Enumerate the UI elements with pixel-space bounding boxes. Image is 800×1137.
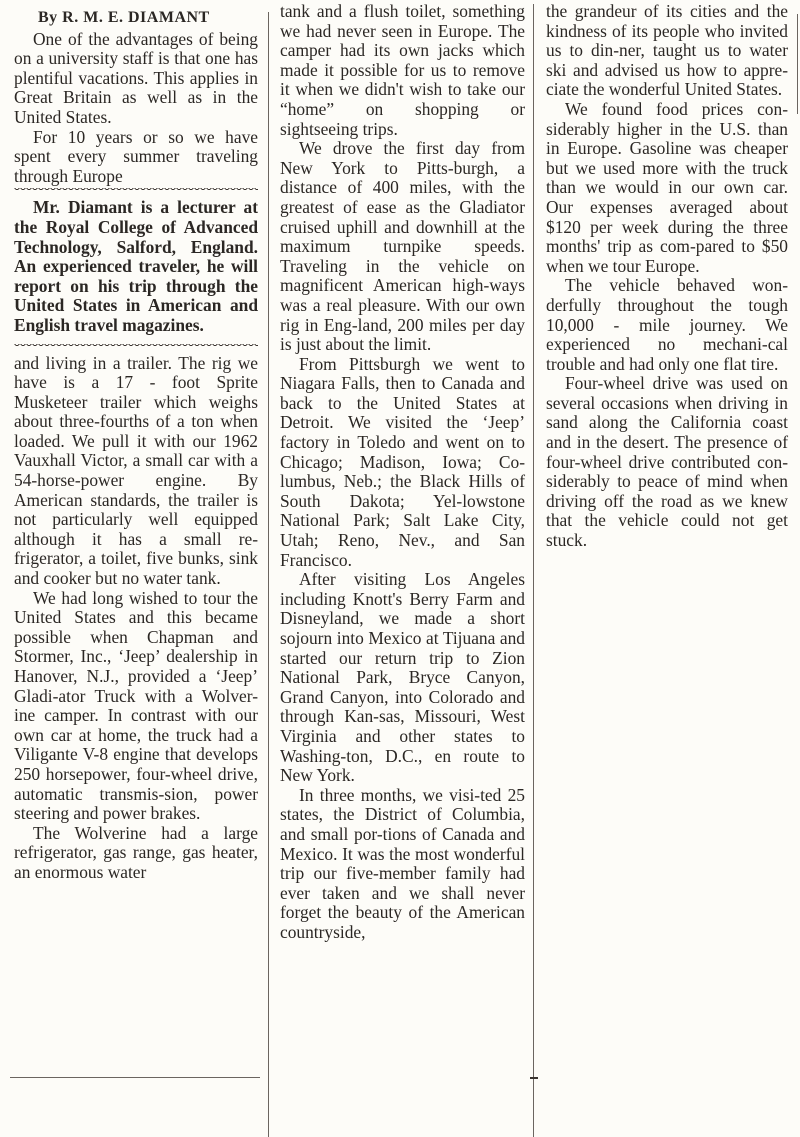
article-column-3 — [546, 2, 788, 551]
paragraph: We found food prices con-siderably higher in the U.S. than in Europe. Gasoline was cheaper but we used more with the truck than we would in our own car. Our expenses averaged about $120 per week during the three months' trip as com-pared to $50 when we tour Europe. — [546, 98, 788, 276]
paragraph: From Pittsburgh we went to Niagara Falls, then to Canada and back to the United States at Detroit. We visited the ‘Jeep’ factory in Toledo and went on to Chicago; Madison, Iowa; Co-lumbus, Neb.; the Black Hills of South Dakota; Yel-lowstone National Park; Salt Lake City, Utah; Reno, Nev., and San Francisco. — [280, 353, 525, 570]
paragraph: One of the advantages of being on a university staff is that one has plentiful vacations. This applies in Great Britain as well as in the United States. — [14, 28, 258, 127]
end-rule — [10, 1077, 260, 1078]
paragraph: After visiting Los Angeles including Knott's Berry Farm and Disneyland, we made a short sojourn into Mexico at Tijuana and started our return trip to Zion National Park, Bryce Canyon, Grand Canyon, into Colorado and through Kan-sas, Missouri, West Virginia and other states to Washing-ton, D.C., en route to New York. — [280, 569, 525, 786]
column-rule — [797, 14, 798, 114]
paragraph: Four-wheel drive was used on several occasions when driving in sand along the California coast and in the desert. The presence of four-wheel drive contributed con-siderably to peace of mind when driving off the road as we knew that the vehicle could not get stuck. — [546, 373, 788, 551]
column-dash — [530, 1077, 538, 1079]
article-column-2 — [280, 2, 525, 943]
editor-note: Mr. Diamant is a lecturer at the Royal College of Advanced Technology, Salford, England. An experienced traveler, he will report on his trip through the United States in American and English travel magazines. — [14, 197, 258, 335]
paragraph: The Wolverine had a large refrigerator, gas range, gas heater, an enormous water — [14, 822, 258, 882]
paragraph: and living in a trailer. The rig we have is a 17 - foot Sprite Musketeer trailer which weighs about three-fourths of a ton when loaded. We pull it with our 1962 Vauxhall Victor, a small car with a 54-horse-power engine. By American standards, the trailer is not particularly well equipped although it has a small re-frigerator, a toilet, five bunks, sink and cooker but no water tank. — [14, 352, 258, 589]
wavy-divider — [14, 188, 258, 194]
paragraph: In three months, we visi-ted 25 states, the District of Columbia, and small por-tions of Canada and Mexico. It was the most wonderful trip our five-member family had ever taken and we shall never forget the beauty of the American countryside, — [280, 784, 525, 942]
article-column-1 — [14, 8, 258, 883]
paragraph: tank and a flush toilet, something we had never seen in Europe. The camper had its own jacks which made it possible for us to remove it when we didn't wish to take our “home” on shopping or sightseeing trips. — [280, 1, 525, 139]
paragraph: We drove the first day from New York to Pitts-burgh, a distance of 400 miles, with the greatest of ease as the Gladiator cruised uphill and downhill at the maximum turnpike speeds. Traveling in the vehicle on magnificent American high-ways was a real pleasure. With our own rig in Eng-land, 200 miles per day is just about the limit. — [280, 138, 525, 355]
paragraph: The vehicle behaved won-derfully throughout the tough 10,000 - mile journey. We experienced no mechani-cal trouble and had only one flat tire. — [546, 275, 788, 374]
byline: By R. M. E. DIAMANT — [38, 9, 210, 26]
wavy-divider — [14, 344, 258, 350]
paragraph: the grandeur of its cities and the kindness of its people who invited us to din-ner, taught us to water ski and advised us how to appre-ciate the wonderful United States. — [546, 1, 788, 100]
paragraph: For 10 years or so we have spent every summer traveling through Europe — [14, 126, 258, 186]
column-rule — [268, 12, 269, 1137]
paragraph: We had long wished to tour the United States and this became possible when Chapman and Stormer, Inc., ‘Jeep’ dealership in Hanover, N.J., provided a ‘Jeep’ Gladi-ator Truck with a Wolver-ine camper. In contrast with our own car at home, the truck had a Viligante V-8 engine that develops 250 horsepower, four-wheel drive, automatic transmis-sion, power steering and power brakes. — [14, 587, 258, 824]
column-rule — [533, 4, 534, 1137]
